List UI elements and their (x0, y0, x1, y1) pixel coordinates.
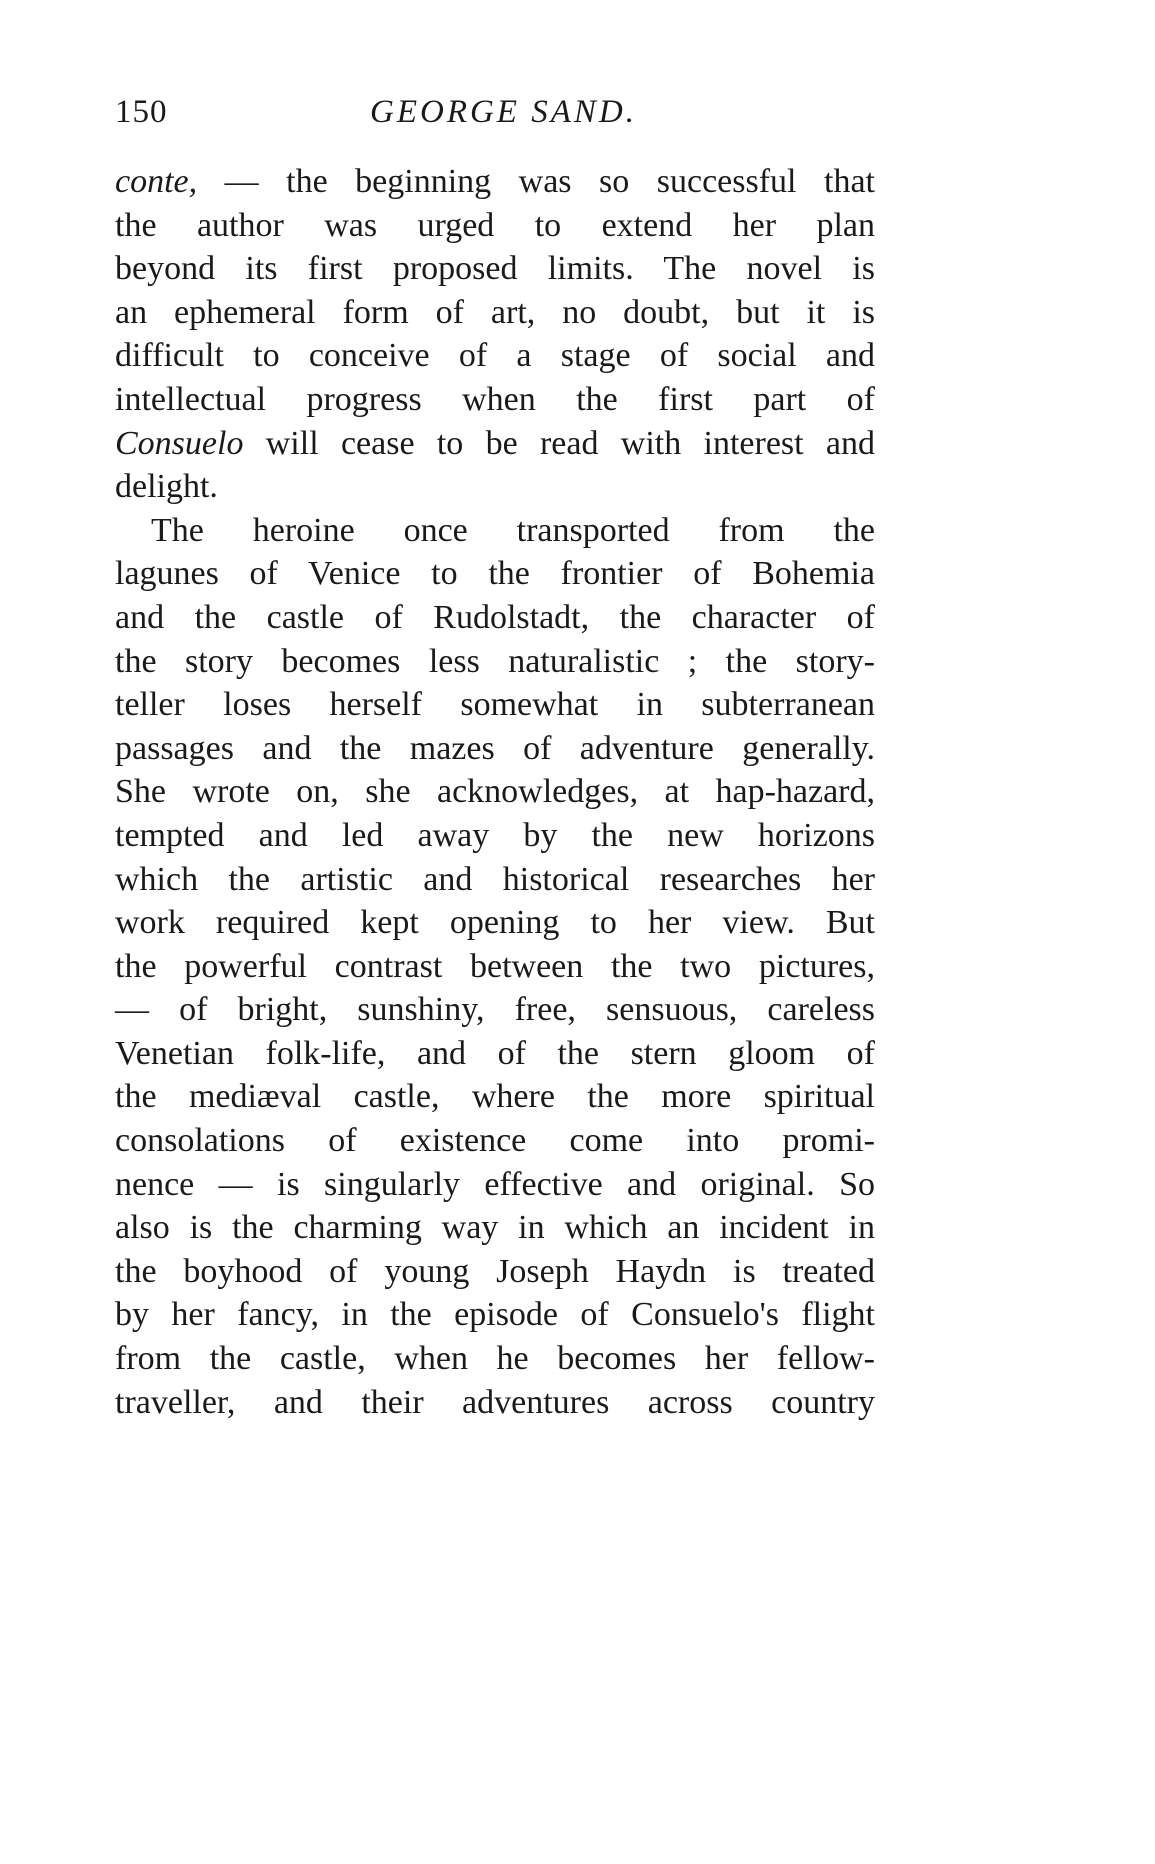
italic-word-conte: conte, (115, 163, 198, 200)
text-segment: will cease to be read with interest and (243, 424, 875, 462)
text-line: and the castle of Rudolstadt, the character of (115, 598, 875, 636)
text-line: teller loses herself somewhat in subterranean (115, 686, 875, 724)
text-line: an ephemeral form of art, no doubt, but it is (115, 293, 875, 331)
text-line: the powerful contrast between the two pictures, (115, 947, 875, 985)
text-line: the story becomes less naturalistic ; the story- (115, 642, 875, 680)
text-line: beyond its first proposed limits. The novel is (115, 250, 875, 288)
text-line: intellectual progress when the first part of (115, 380, 875, 418)
text-line: traveller, and their adventures across country (115, 1383, 875, 1421)
running-head: GEORGE SAND. (370, 94, 637, 130)
text-line: lagunes of Venice to the frontier of Bohemia (115, 555, 875, 593)
text-line: the author was urged to extend her plan (115, 206, 875, 244)
text-line: by her fancy, in the episode of Consuelo's flight (115, 1296, 875, 1334)
italic-title-consuelo: Consuelo (115, 424, 244, 462)
text-line: passages and the mazes of adventure generally. (115, 729, 875, 767)
text-line: delight. (115, 468, 218, 506)
text-line: Venetian folk-life, and of the stern gloom of (115, 1034, 875, 1072)
text-line (115, 422, 875, 466)
page-number: 150 (115, 94, 168, 130)
text-line: from the castle, when he becomes her fellow- (115, 1340, 875, 1378)
text-line: also is the charming way in which an incident in (115, 1209, 875, 1247)
text-line: She wrote on, she acknowledges, at hap-hazard, (115, 773, 875, 811)
text-line: which the artistic and historical researches her (115, 860, 875, 898)
body-text (115, 160, 875, 1424)
text-line: tempted and led away by the new horizons (115, 816, 875, 854)
text-segment: — the beginning was so successful that (197, 163, 875, 200)
text-line: — of bright, sunshiny, free, sensuous, careless (115, 991, 875, 1029)
text-line: consolations of existence come into promi- (115, 1122, 875, 1160)
text-line: difficult to conceive of a stage of social and (115, 337, 875, 375)
text-line: The heroine once transported from the (151, 511, 875, 549)
text-line: nence — is singularly effective and original. So (115, 1165, 875, 1203)
text-line: the mediæval castle, where the more spiritual (115, 1078, 875, 1116)
text-line: the boyhood of young Joseph Haydn is treated (115, 1252, 875, 1290)
text-line: work required kept opening to her view. But (115, 904, 875, 942)
text-line (115, 160, 875, 204)
page-header (115, 92, 875, 132)
